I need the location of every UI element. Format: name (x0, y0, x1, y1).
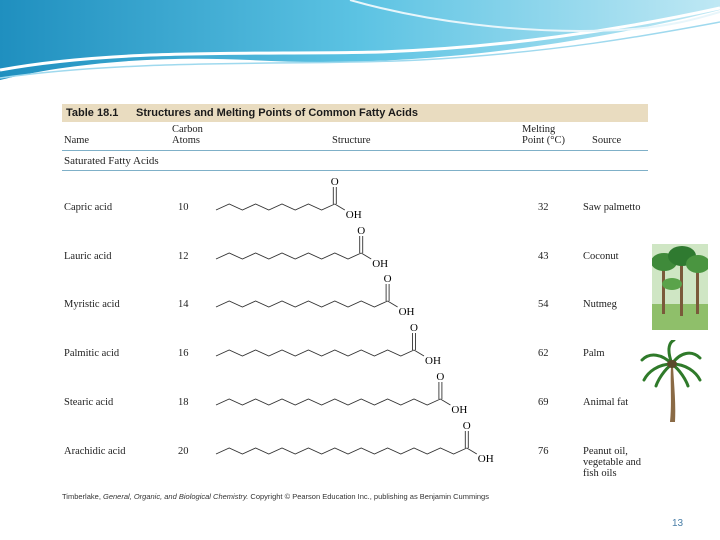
header-melting-point (522, 124, 565, 146)
fatty-acids-table (62, 104, 648, 479)
table-row (62, 268, 648, 319)
citation (62, 492, 489, 501)
table-row (62, 171, 648, 219)
fatty-acid-name: Myristic acid (64, 299, 120, 311)
hydroxyl-bond (440, 399, 450, 405)
table-title: Structures and Melting Points of Common Fatty Acids (136, 107, 418, 119)
table-title-bar (62, 104, 648, 122)
source: Palm (583, 348, 605, 360)
source: Nutmeg (583, 299, 617, 311)
carbon-count: 18 (178, 396, 189, 408)
table-row (62, 220, 648, 268)
table-row (62, 415, 648, 479)
slide-number: 13 (672, 518, 684, 529)
oxygen-label: O (330, 176, 339, 188)
source: Peanut oil, vegetable and fish oils (583, 445, 642, 479)
hydroxyl-bond (361, 253, 371, 259)
carbon-count: 20 (178, 445, 189, 457)
header-structure: Structure (332, 135, 371, 146)
carbon-count: 16 (178, 348, 189, 360)
fatty-acid-name: Lauric acid (64, 250, 112, 262)
header-melting-line1: Melting (522, 124, 556, 135)
oxygen-label: O (436, 370, 445, 383)
palm-tree-photo (640, 340, 702, 422)
hydroxyl-bond (467, 448, 477, 454)
structure-diagram (212, 268, 512, 319)
structure-diagram (212, 171, 512, 219)
structure-diagram (212, 415, 512, 463)
carbon-count: 10 (178, 202, 189, 213)
header-name: Name (64, 135, 90, 146)
oxygen-label: O (462, 419, 471, 432)
table-number: Table 18.1 (66, 107, 119, 119)
melting-point: 43 (538, 250, 549, 262)
header-carbon-line2: Atoms (172, 135, 201, 146)
melting-point: 32 (538, 202, 549, 213)
carbon-count: 14 (178, 299, 189, 311)
oxygen-label: O (383, 273, 392, 286)
hydroxyl-label: OH (451, 403, 468, 416)
carbon-chain (216, 399, 440, 405)
carbon-chain (216, 350, 414, 356)
citation-book-title: General, Organic, and Biological Chemistry. (102, 492, 249, 501)
structure-diagram (212, 366, 512, 414)
palm-grove-photo (652, 244, 708, 330)
hydroxyl-label: OH (425, 355, 441, 368)
hydroxyl-label: OH (345, 209, 362, 221)
source: Coconut (583, 250, 619, 262)
hydroxyl-label: OH (398, 306, 415, 319)
hydroxyl-bond (414, 350, 424, 356)
melting-point: 54 (538, 299, 549, 311)
table-body (62, 171, 648, 479)
header-carbon-atoms (172, 124, 203, 146)
melting-point: 69 (538, 396, 549, 408)
fatty-acid-name: Stearic acid (64, 396, 114, 408)
fatty-acid-name: Palmitic acid (64, 348, 120, 360)
hydroxyl-label: OH (477, 452, 494, 465)
citation-copyright: Copyright © Pearson Education Inc., publishing as Benjamin Cummings (248, 492, 489, 501)
carbon-chain (216, 301, 388, 307)
structure-diagram (212, 220, 512, 268)
section-label: Saturated Fatty Acids (64, 155, 159, 167)
table-row (62, 366, 648, 414)
table-header (62, 122, 648, 148)
fatty-acid-name: Arachidic acid (64, 445, 126, 457)
carbon-chain (216, 253, 361, 259)
citation-author: Timberlake, (62, 492, 103, 501)
carbon-chain (216, 204, 335, 210)
source: Saw palmetto (583, 202, 641, 213)
header-melting-line2: Point (°C) (522, 135, 565, 146)
carbon-count: 12 (178, 250, 189, 262)
hydroxyl-bond (335, 204, 345, 210)
carbon-chain (216, 448, 467, 454)
structure-diagram (212, 317, 512, 368)
oxygen-label: O (410, 322, 418, 335)
decorative-banner (0, 0, 720, 90)
hydroxyl-bond (388, 301, 398, 307)
fatty-acid-name: Capric acid (64, 202, 113, 213)
oxygen-label: O (357, 224, 366, 237)
melting-point: 62 (538, 348, 549, 360)
header-carbon-line1: Carbon (172, 124, 203, 135)
header-source: Source (592, 135, 622, 146)
hydroxyl-label: OH (372, 257, 389, 270)
melting-point: 76 (538, 445, 549, 457)
source: Animal fat (583, 396, 629, 408)
table-row (62, 317, 648, 368)
